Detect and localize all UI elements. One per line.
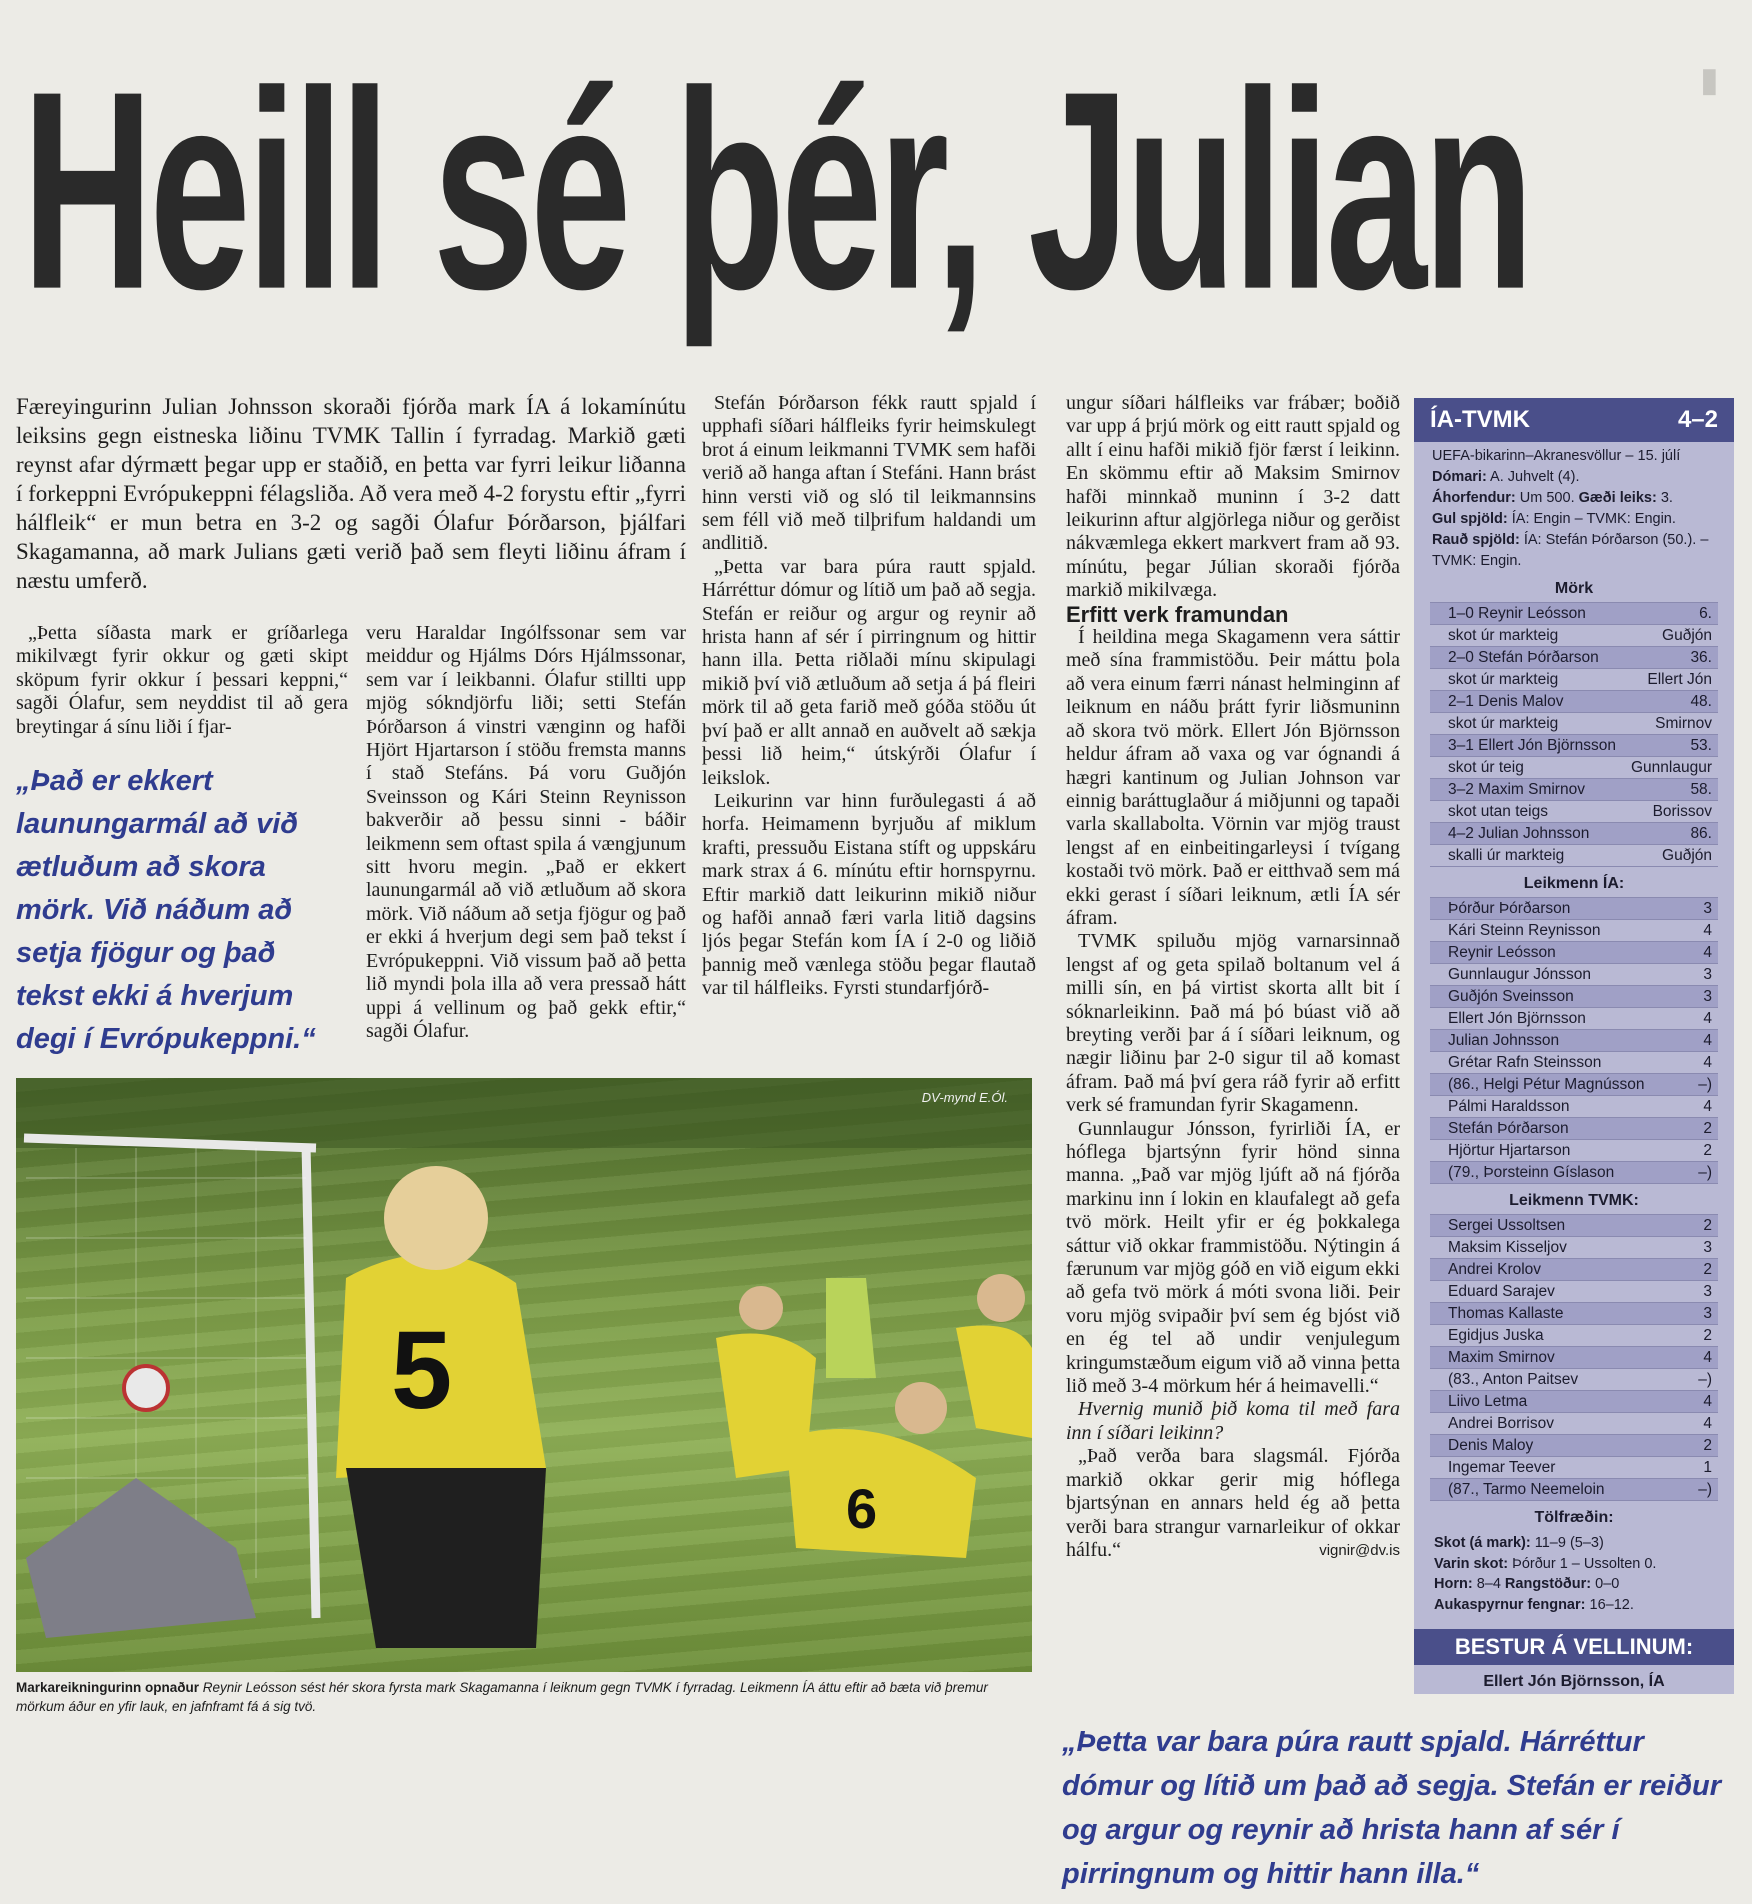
goal-row-label: 2–1 Denis Malov (1448, 693, 1564, 710)
ia-player-row (1430, 898, 1718, 920)
ia-player-row (1430, 920, 1718, 942)
goal-row-label: 2–0 Stefán Þórðarson (1448, 649, 1599, 666)
tvmk-player-row (1430, 1215, 1718, 1237)
tvmk-player-row (1430, 1303, 1718, 1325)
ia-player-row (1430, 964, 1718, 986)
goal-row-value: Ellert Jón (1647, 671, 1712, 688)
goal-row (1430, 779, 1718, 801)
ia-players-list (1430, 897, 1718, 1184)
ia-player-row-label: (79., Þorsteinn Gíslason (1448, 1164, 1615, 1181)
tvmk-player-row-value: 2 (1703, 1437, 1712, 1454)
tvmk-player-row-value: 2 (1703, 1217, 1712, 1234)
ia-player-row-label: Þórður Þórðarson (1448, 900, 1571, 917)
match-info (1414, 442, 1734, 572)
tvmk-player-row-label: Andrei Krolov (1448, 1261, 1542, 1278)
tvmk-player-row-label: Ingemar Teever (1448, 1459, 1556, 1476)
free-kicks-line (1434, 1595, 1714, 1616)
referee-value: A. Juhvelt (4). (1486, 469, 1580, 485)
goals-title: Mörk (1554, 580, 1594, 597)
ia-player-row-value: 2 (1703, 1142, 1712, 1159)
tvmk-player-row-value: 1 (1703, 1459, 1712, 1476)
match-stats-box (1414, 398, 1734, 1694)
shots-line (1434, 1533, 1714, 1554)
corners-label: Horn: (1434, 1576, 1473, 1592)
goal-row (1430, 801, 1718, 823)
ia-player-row-value: 4 (1703, 1098, 1712, 1115)
best-player-name: Ellert Jón Björnsson, ÍA (1483, 1673, 1665, 1690)
goal-row-label: 4–2 Julian Johnsson (1448, 825, 1590, 842)
attendance-label: Áhorfendur: (1432, 490, 1516, 506)
tvmk-player-row (1430, 1369, 1718, 1391)
article-column-3 (702, 392, 1036, 1001)
saves-value: Þórður 1 – Ussolten 0. (1508, 1555, 1657, 1572)
tvmk-player-row-value: 3 (1703, 1305, 1712, 1322)
attendance-line (1432, 488, 1716, 509)
goal-row-value: 58. (1690, 781, 1712, 798)
section-subheading: Erfitt verk framundan (1066, 601, 1289, 627)
ia-player-row-label: Grétar Rafn Steinsson (1448, 1054, 1602, 1071)
stats-title: Tölfræðin: (1534, 1509, 1614, 1526)
column-4-paragraph-3: TVMK spiluðu mjög varnarsinnað lengst af og geta spilað boltanum vel á milli sín, en þá virtist skorta allt bit í sóknarleikinn. Það má þó búast við að breyting verði þar á í síðari leiknum, og nægir liðinu þar 2-0 sigur til að komast áfram. Það má því gera ráð fyrir að erfitt verk sé framundan fyrir Skagamenn. (1066, 930, 1400, 1117)
goal-row-value: 36. (1690, 649, 1712, 666)
goal-row-label: skot úr markteig (1448, 715, 1559, 732)
tvmk-player-row-value: 3 (1703, 1283, 1712, 1300)
ia-player-row (1430, 1030, 1718, 1052)
tvmk-player-row-label: Andrei Borrisov (1448, 1415, 1554, 1432)
tvmk-player-row-label: Denis Maloy (1448, 1437, 1534, 1454)
match-photo (16, 1078, 1032, 1672)
caption-text: Reynir Leósson sést hér skora fyrsta mark Skagamanna í leiknum gegn TVMK í fyrradag. Leikmenn ÍA áttu eftir að bæta við þremur mörkum áður en yfir lauk, en jafnframt fá á sig tvö. (16, 1680, 988, 1714)
ia-player-row-label: (86., Helgi Pétur Magnússon (1448, 1076, 1645, 1093)
goal-row-label: skot úr markteig (1448, 627, 1559, 644)
ia-player-row (1430, 1074, 1718, 1096)
ia-player-row (1430, 1052, 1718, 1074)
free-kicks-label: Aukaspyrnur fengnar: (1434, 1596, 1586, 1613)
goals-list (1430, 602, 1718, 867)
goal-row-label: skot úr teig (1448, 759, 1524, 776)
goal-row (1430, 669, 1718, 691)
tvmk-player-row-label: Maxim Smirnov (1448, 1349, 1555, 1366)
photo-caption (16, 1678, 1032, 1716)
ia-player-row (1430, 1162, 1718, 1184)
tvmk-player-row (1430, 1391, 1718, 1413)
referee-line (1432, 467, 1716, 488)
tvmk-player-row-value: 4 (1703, 1393, 1712, 1410)
tvmk-player-row-label: Eduard Sarajev (1448, 1283, 1555, 1300)
goal-row (1430, 845, 1718, 867)
photo-credit: DV-mynd E.Ól. (921, 1090, 1008, 1105)
column-3-paragraph-1: Stefán Þórðarson fékk rautt spjald í upphafi síðari hálfleiks fyrir heimskulegt brot á einum leikmanni TVMK sem hafði verið að hanga aftan í Stefáni. Hann brást hinn versti við og sló til leikmannsins sem féll við með tilþrifum haldandi um andlitið. (702, 392, 1036, 555)
goal-row-label: skot utan teigs (1448, 803, 1548, 820)
column-4-paragraph-5 (1066, 1445, 1400, 1562)
tvmk-player-row (1430, 1237, 1718, 1259)
ia-player-row-label: Kári Steinn Reynisson (1448, 922, 1601, 939)
headline: Heill sé þér, Julian (22, 31, 1531, 349)
goal-row-value: Gunnlaugur (1630, 759, 1712, 776)
ia-player-row (1430, 1008, 1718, 1030)
ia-player-row-value: 4 (1703, 922, 1712, 939)
tvmk-player-row (1430, 1325, 1718, 1347)
attendance-value: Um 500. (1515, 490, 1579, 506)
ia-player-row-value: 4 (1703, 1010, 1712, 1027)
ia-player-row-label: Gunnlaugur Jónsson (1448, 966, 1592, 983)
goal-row-label: 3–2 Maxim Smirnov (1448, 781, 1585, 798)
stats-box-header (1414, 398, 1734, 442)
tvmk-player-row (1430, 1413, 1718, 1435)
best-player-banner: BESTUR Á VELLINUM: (1414, 1629, 1734, 1665)
ia-player-row-label: Hjörtur Hjartarson (1448, 1142, 1571, 1159)
goal-row-label: 1–0 Reynir Leósson (1448, 605, 1586, 622)
goal-row (1430, 625, 1718, 647)
quality-label: Gæði leiks: (1578, 490, 1657, 506)
tvmk-player-row (1430, 1347, 1718, 1369)
svg-text:5: 5 (391, 1309, 453, 1432)
ia-player-row-value: 2 (1703, 1120, 1712, 1137)
interview-question: Hvernig munið þið koma til með fara inn í síðari leikinn? (1066, 1398, 1400, 1444)
goal-row-value: Smirnov (1655, 715, 1712, 732)
saves-label: Varin skot: (1434, 1555, 1509, 1572)
ia-player-row-label: Guðjón Sveinsson (1448, 988, 1574, 1005)
column-2-paragraph: veru Haraldar Ingólfssonar sem var meiddur og Hjálms Dórs Hjálmssonar, sem var í leikbanni. Ólafur stillti upp mjög sókndjörfu liði; setti Stefán Þórðarson á vinstri vænginn og hafði Hjört Hjartarson í stöðu fremsta manns í stað Stefáns. Þá voru Guðjón Sveinsson og Kári Steinn Reynisson bakverðir að þessu sinni - báðir leikmenn sem oftast spila á vængjunum sitt hvoru megin. „Það er ekkert launungarmál að við ætluðum að skora mörk. Við náðum að setja fjögur og það er ekki á hverjum degi sem það tekst í Evrópukeppni. Við vissum það að þetta lið myndi þola illa að vera pressað hátt uppi á vellinum og það gekk eftir,“ sagði Ólafur. (366, 622, 686, 1042)
ia-player-row-value: 3 (1703, 988, 1712, 1005)
saves-line (1434, 1554, 1714, 1575)
offsides-value: 0–0 (1591, 1576, 1620, 1592)
goal-row-value: 48. (1690, 693, 1712, 710)
ia-player-row (1430, 942, 1718, 964)
ia-player-row (1430, 1140, 1718, 1162)
ia-player-row-value: 4 (1703, 944, 1712, 961)
ia-player-row-label: Pálmi Haraldsson (1448, 1098, 1570, 1115)
article-column-4 (1066, 392, 1400, 1562)
tvmk-player-row (1430, 1479, 1718, 1501)
match-statistics (1414, 1531, 1734, 1615)
goal-row-label: skalli úr markteig (1448, 847, 1565, 864)
ia-player-row-value: 4 (1703, 1032, 1712, 1049)
svg-text:6: 6 (846, 1477, 878, 1540)
column-4-paragraph-2: Í heildina mega Skagamenn vera sáttir með sína frammistöðu. Þeir máttu þola að vera einum færri nánast helminginn af leiknum en náðu þrátt fyrir liðsmuninn að skora tvö mörk. Ellert Jón Björnsson heldur áfram að vaxa og var ógnandi á hægri kantinum og Julian Johnson var einnig baráttuglaður á miðjunni og tapaði varla skallabolta. Vörnin var mjög traust lengst af en einbeitingarleysi í tvígang kostaði tvö mörk. Það er eitthvað sem má ekki gerast í síðari leiknum, ætli ÍA sér áfram. (1066, 626, 1400, 929)
goal-row-label: skot úr markteig (1448, 671, 1559, 688)
column-4-paragraph-5-text: „Það verða bara slagsmál. Fjórða markið okkar gerir mig hóflega bjartsýnan en annars held ég að þetta verði bara strangur varnarleikur of okkar hálfu.“ (1066, 1445, 1400, 1561)
ia-player-row-label: Ellert Jón Björnsson (1448, 1010, 1586, 1027)
tvmk-player-row (1430, 1435, 1718, 1457)
tvmk-player-row-label: Egidjus Juska (1448, 1327, 1544, 1344)
tvmk-players-list (1430, 1214, 1718, 1501)
goal-row (1430, 713, 1718, 735)
goal-row-value: 86. (1690, 825, 1712, 842)
match-teams: ÍA-TVMK (1430, 406, 1530, 433)
tvmk-player-row-value: –) (1698, 1481, 1712, 1498)
yellow-cards-line (1432, 509, 1716, 530)
pull-quote-right: „Þetta var bara púra rautt spjald. Hárréttur dómur og lítið um það að segja. Stefán er reiður og argur og reynir að hrista hann af sér í pirringnum og hittir hann illa.“ (1062, 1726, 1722, 1890)
ia-player-row-label: Stefán Þórðarson (1448, 1120, 1569, 1137)
tvmk-player-row-value: 3 (1703, 1239, 1712, 1256)
ia-player-row-value: –) (1698, 1164, 1712, 1181)
competition-venue: UEFA-bikarinn–Akranesvöllur – 15. júlí (1432, 448, 1681, 464)
pull-quote-left: „Það er ekkert launungarmál að við ætluðum að skora mörk. Við náðum að setja fjögur og það tekst ekki á hverjum degi í Evrópukeppni.“ (16, 765, 316, 1055)
goal-row (1430, 735, 1718, 757)
tvmk-player-row-label: Maksim Kisseljov (1448, 1239, 1567, 1256)
corners-line (1434, 1574, 1714, 1595)
goal-row-value: Guðjón (1662, 627, 1712, 644)
ia-player-row (1430, 1096, 1718, 1118)
tvmk-player-row (1430, 1457, 1718, 1479)
goal-row-value: Borissov (1652, 803, 1712, 820)
yellow-cards-label: Gul spjöld: (1432, 511, 1508, 527)
free-kicks-value: 16–12. (1585, 1596, 1634, 1613)
tvmk-players-title: Leikmenn TVMK: (1509, 1192, 1639, 1209)
tvmk-player-row-value: 2 (1703, 1327, 1712, 1344)
ia-player-row-value: –) (1698, 1076, 1712, 1093)
article-column-1 (16, 622, 348, 739)
column-4-paragraph-4: Gunnlaugur Jónsson, fyrirliði ÍA, er hóflega bjartsýnn fyrir hönd sinna manna. „Það var mjög ljúft að ná fjórða markinu inn í lokin en klaufalegt að gefa tvö mörk. Heilt yfir er ég þokkalega sáttur við okkar frammistöðu. Nýtingin á færunum var mjög góð en við eigum ekki að gefa tvö mörk á móti svona liði. Þeir voru mjög svipaðir því sem ég bjóst við en ég tel að undir venjulegum kringumstæðum eigum við að vinna þetta lið með 3-4 mörkum hér á heimavelli.“ (1066, 1117, 1400, 1398)
tvmk-player-row (1430, 1259, 1718, 1281)
goal-row (1430, 823, 1718, 845)
ia-player-row-label: Julian Johnsson (1448, 1032, 1560, 1049)
tvmk-player-row-label: (83., Anton Paitsev (1448, 1371, 1579, 1388)
tvmk-player-row-value: –) (1698, 1371, 1712, 1388)
goal-row (1430, 757, 1718, 779)
caption-lead: Markareikningurinn opnaður (16, 1680, 200, 1695)
goal-row-value: 53. (1690, 737, 1712, 754)
author-email: vignir@dv.is (1319, 1541, 1400, 1559)
goal-row (1430, 647, 1718, 669)
ia-player-row-label: Reynir Leósson (1448, 944, 1556, 961)
ia-player-row-value: 3 (1703, 900, 1712, 917)
match-score: 4–2 (1677, 406, 1718, 433)
referee-label: Dómari: (1432, 469, 1487, 485)
shots-value: 11–9 (5–3) (1530, 1535, 1604, 1551)
red-cards-line (1432, 530, 1716, 572)
column-3-paragraph-2: „Þetta var bara púra rautt spjald. Hárréttur dómur og lítið um það að segja. Stefán er reiður og argur og reynir að hrista hann af sér í pirringnum og hittir hann illa. Þetta riðlaði mínu skipulagi mikið því við ætluðum að setja á þá fleiri mörk til að geta farið með góða stöðu út því það er allt annað en auðvelt að sækja þessi lið heim,“ útskýrði Ólafur í leikslok. (702, 555, 1036, 789)
goal-row-value: 6. (1699, 605, 1712, 622)
quality-value: 3. (1656, 490, 1673, 506)
goal-row (1430, 691, 1718, 713)
lead-paragraph: Færeyingurinn Julian Johnsson skoraði fjórða mark ÍA á lokamínútu leiksins gegn eistneska liðinu TVMK Tallin í fyrradag. Markið gæti reynst afar dýrmætt þegar upp er staðið, en þetta var fyrri leikur liðanna í forkeppni Evrópukeppni félagsliða. Að vera með 4-2 forystu eftir „fyrri hálfleik“ er mun betra en 3-2 og sagði Ólafur Þórðarson, þjálfari Skagamanna, að mark Julians gæti verið það sem fleyti liðinu áfram í næstu umferð. (16, 394, 686, 593)
goal-row-value: Guðjón (1662, 847, 1712, 864)
offsides-label: Rangstöður: (1504, 1576, 1592, 1592)
ia-player-row (1430, 986, 1718, 1008)
shots-label: Skot (á mark): (1434, 1535, 1531, 1551)
column-1-paragraph: „Þetta síðasta mark er gríðarlega mikilvægt fyrir okkur og gæti skipt sköpum fyrir okkur í þessari keppni,“ sagði Ólafur, sem neyddist til að gera breytingar á sínu liði í fjar- (16, 622, 348, 738)
ia-player-row-value: 4 (1703, 1054, 1712, 1071)
match-photo-illustration (16, 1078, 1032, 1672)
ia-player-row-value: 3 (1703, 966, 1712, 983)
tvmk-player-row-label: Sergei Ussoltsen (1448, 1217, 1566, 1234)
yellow-cards-value: ÍA: Engin – TVMK: Engin. (1507, 511, 1676, 527)
tvmk-player-row-value: 4 (1703, 1349, 1712, 1366)
red-cards-value: ÍA: Stefán Þórðarson (50.). – TVMK: Engin. (1432, 532, 1709, 569)
tvmk-player-row-value: 2 (1703, 1261, 1712, 1278)
column-3-paragraph-3: Leikurinn var hinn furðulegasti á að horfa. Heimamenn byrjuðu af miklum krafti, pressuðu Eistana stíft og uppskáru mark strax á 6. mínútu eftir hornspyrnu. Eftir markið datt leikurinn mikið niður og hafði annað færi varla litið dagsins ljós þegar Stefán kom ÍA í 2-0 og liðið þannig með vænlega stöðu þegar flautað var til hálfleiks. Fyrsti stundarfjórð- (702, 789, 1036, 1000)
tvmk-player-row (1430, 1281, 1718, 1303)
tvmk-player-row-label: Liivo Letma (1448, 1393, 1528, 1410)
red-cards-label: Rauð spjöld: (1432, 532, 1520, 548)
tvmk-player-row-label: (87., Tarmo Neemeloin (1448, 1481, 1605, 1498)
adjacent-page-edge: ▮ (1700, 61, 1719, 99)
goal-row-label: 3–1 Ellert Jón Björnsson (1448, 737, 1617, 754)
column-4-paragraph-1: ungur síðari hálfleiks var frábær; boðið var upp á þrjú mörk og eitt rautt spjald og allt í einu hafði mikið fjör færst í leikinn. En skömmu eftir að Maksim Smirnov hafði minnkað muninn í 3-2 datt leikurinn aftur algjörlega niður og gerðist nákvæmlega ekkert markvert fram að 93. mínútu, þegar Júlian skoraði fjórða markið mikilvæga. (1066, 392, 1400, 602)
ia-player-row (1430, 1118, 1718, 1140)
tvmk-player-row-value: 4 (1703, 1415, 1712, 1432)
corners-value: 8–4 (1472, 1576, 1505, 1592)
ia-players-title: Leikmenn ÍA: (1523, 875, 1625, 892)
article-column-2 (366, 622, 686, 1043)
goal-row (1430, 603, 1718, 625)
tvmk-player-row-label: Thomas Kallaste (1448, 1305, 1564, 1322)
